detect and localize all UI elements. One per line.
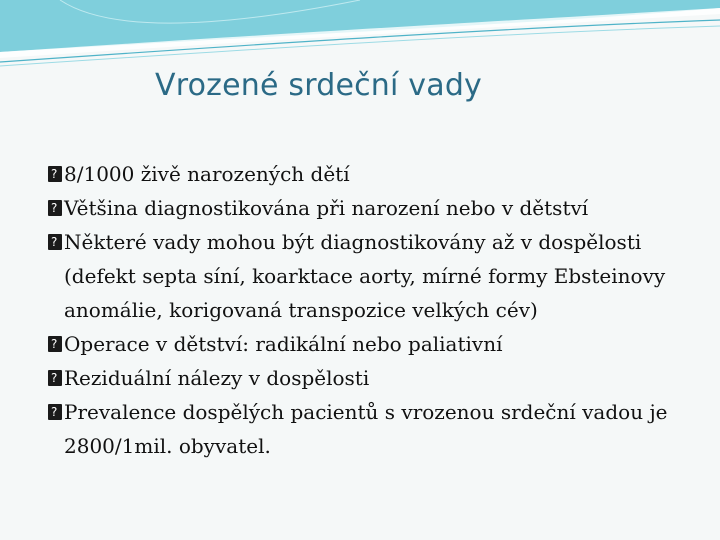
bullet-marker-icon bbox=[48, 234, 62, 250]
bullet-item bbox=[48, 225, 688, 327]
bullet-marker-icon bbox=[48, 336, 62, 352]
bullet-marker-icon bbox=[48, 370, 62, 386]
bullet-item bbox=[48, 191, 688, 225]
bullet-marker-icon bbox=[48, 200, 62, 216]
bullet-text: Některé vady mohou být diagnostikovány až v dospělosti (defekt septa síní, koarktace aorty, mírné formy Ebsteinovy anomálie, korigovaná transpozice velkých cév) bbox=[64, 230, 666, 322]
bullet-item bbox=[48, 157, 688, 191]
bullet-item bbox=[48, 361, 688, 395]
bullet-text: Reziduální nálezy v dospělosti bbox=[64, 366, 370, 390]
bullet-marker-icon bbox=[48, 166, 62, 182]
slide-title: Vrozené srdeční vady bbox=[155, 68, 483, 103]
bullet-text: Většina diagnostikována při narození nebo v dětství bbox=[64, 196, 589, 220]
bullet-list bbox=[48, 157, 688, 463]
bullet-marker-icon bbox=[48, 404, 62, 420]
bullet-item bbox=[48, 395, 688, 463]
bullet-text: Operace v dětství: radikální nebo paliativní bbox=[64, 332, 503, 356]
bullet-text: 8/1000 živě narozených dětí bbox=[64, 162, 350, 186]
bullet-text: Prevalence dospělých pacientů s vrozenou srdeční vadou je 2800/1mil. obyvatel. bbox=[64, 400, 668, 458]
bullet-item bbox=[48, 327, 688, 361]
